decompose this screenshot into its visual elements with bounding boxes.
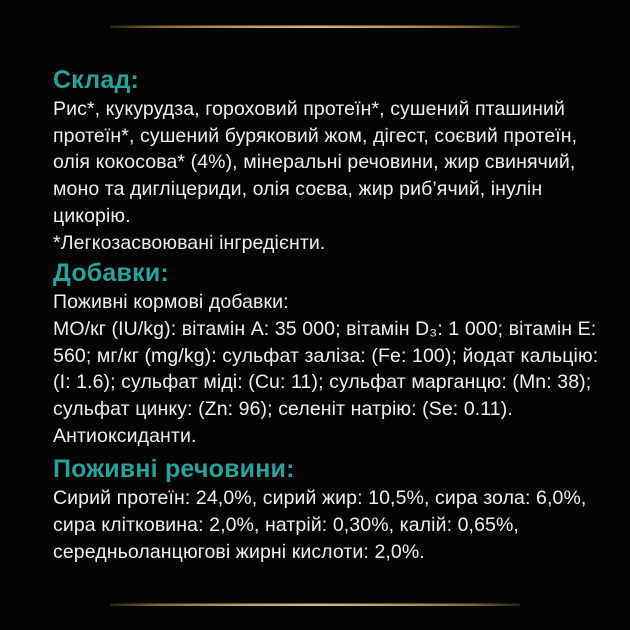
bottom-divider — [110, 603, 520, 606]
text-line: (I: 1.6); сульфат міді: (Cu: 11); сульфат марганцю: (Mn: 38); — [53, 371, 592, 394]
additives-heading: Добавки: — [53, 259, 169, 288]
text-line: протеїн*, сушений буряковий жом, дігест, соєвий протеїн, — [53, 124, 578, 147]
composition-body — [53, 96, 630, 256]
text-line: середньоланцюгові жирні кислоти: 2,0%. — [53, 540, 425, 563]
nutrients-heading: Поживні речовини: — [53, 455, 295, 484]
additives-body — [53, 289, 630, 449]
nutrients-body — [53, 485, 630, 565]
text-line: Поживні кормові добавки: — [53, 291, 289, 314]
section-additives — [53, 259, 630, 449]
text-line: МО/кг (IU/kg): вітамін A: 35 000; вітамін D₃: 1 000; вітамін E: — [53, 317, 597, 340]
text-line: олія кокосова* (4%), мінеральні речовини, жир свинячий, — [53, 151, 576, 174]
text-line: *Легкозасвоювані інгредієнти. — [53, 231, 326, 254]
text-line: цикорію. — [53, 204, 131, 227]
text-line: 560; мг/кг (mg/kg): сульфат заліза: (Fe: 100); йодат кальцію: — [53, 344, 599, 367]
section-nutrients — [53, 455, 630, 565]
label-content — [53, 0, 630, 566]
text-line: моно та дигліцериди, олія соєва, жир риб’ячий, інулін — [53, 178, 543, 201]
text-line: Антиоксиданти. — [53, 424, 197, 447]
section-composition — [53, 66, 630, 256]
composition-heading: Склад: — [53, 66, 140, 94]
text-line: Рис*, кукурудза, гороховий протеїн*, сушений пташиний — [53, 98, 565, 120]
text-line: Сирий протеїн: 24,0%, сирий жир: 10,5%, сира зола: 6,0%, — [53, 487, 587, 510]
text-line: сира клітковина: 2,0%, натрій: 0,30%, калій: 0,65%, — [53, 514, 519, 537]
text-line: сульфат цинку: (Zn: 96); селеніт натрію: (Se: 0.11). — [53, 398, 513, 421]
